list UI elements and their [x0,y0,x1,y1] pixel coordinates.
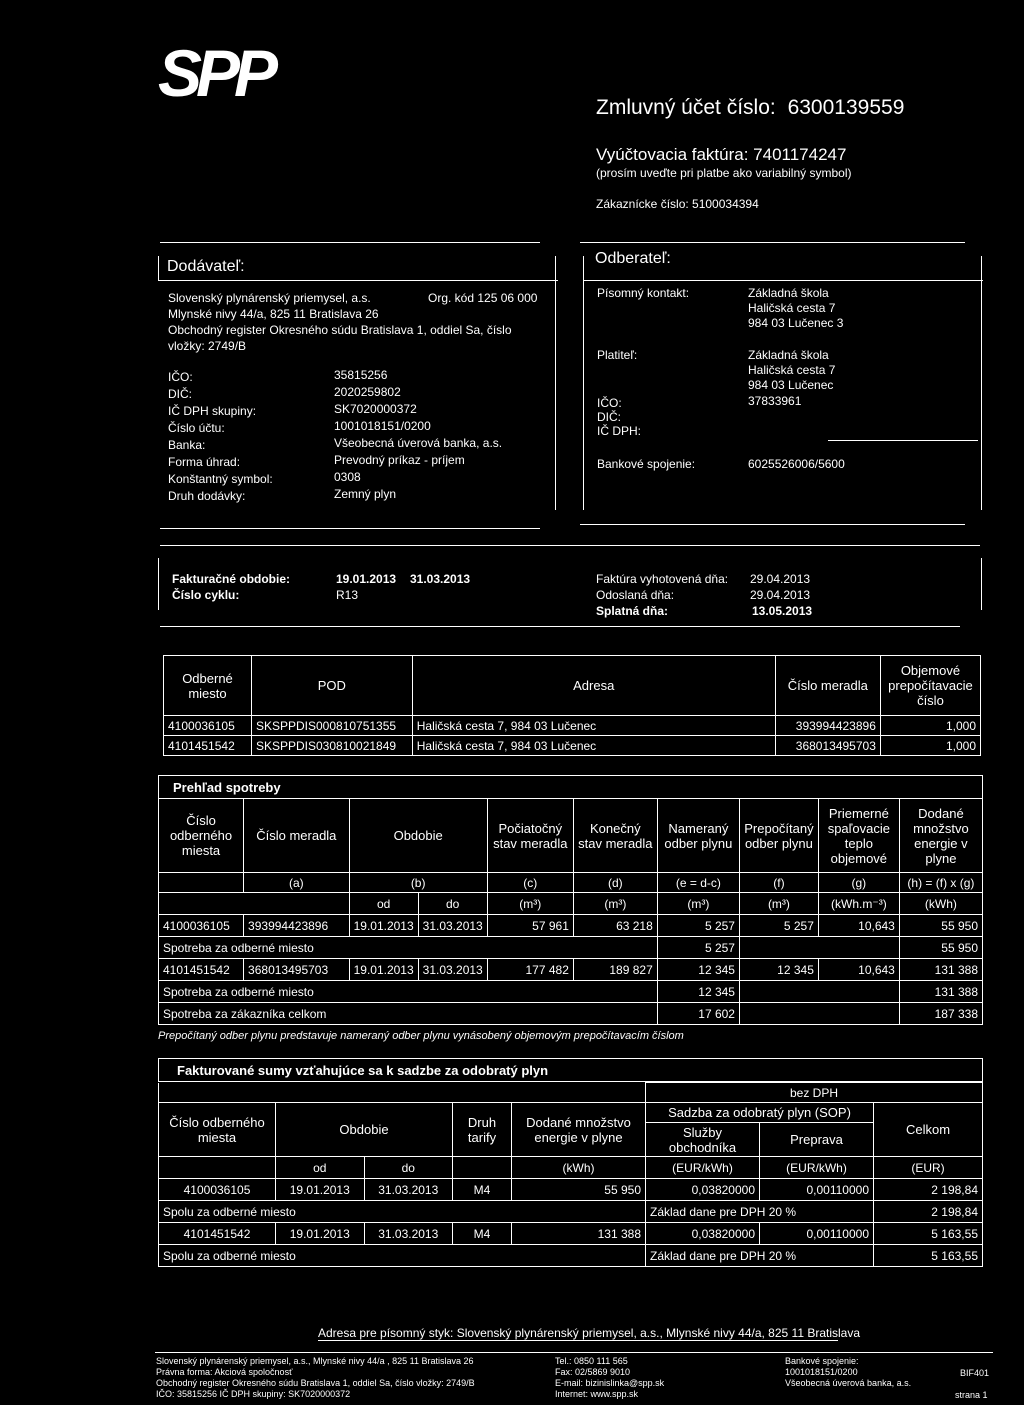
table-cell [159,873,244,893]
table-cell: 189 827 [573,959,657,981]
table-cell: (EUR) [874,1157,983,1179]
divider [580,242,965,243]
column-header: Prepočítaný odber plynu [739,799,818,873]
field-value: 35815256 [334,368,388,382]
footer-line: IČO: 35815256 IČ DPH skupiny: SK7020000372 [156,1389,351,1399]
column-header: Druh tarify [453,1103,512,1157]
column-header: Celkom [874,1103,983,1157]
table-cell: 5 163,55 [874,1245,983,1267]
column-header: Adresa [412,656,775,716]
field-label: IČO: [168,370,193,384]
table-cell: 31.03.2013 [418,915,487,937]
table-cell: 12 345 [657,959,739,981]
footer-line: Právna forma: Akciová spoločnosť [156,1367,293,1377]
payer-line: Haličská cesta 7 [748,363,836,377]
divider [580,524,965,525]
footer-line: Slovenský plynárenský priemysel, a.s., Mlynské nivy 44/a , 825 11 Bratislava 26 [156,1356,474,1366]
table-cell: (EUR/kWh) [760,1157,874,1179]
form-code: BIF401 [960,1368,990,1378]
field-value: Prevodný príkaz - príjem [334,453,465,467]
divider [160,242,540,243]
table-cell: 0,00110000 [760,1179,874,1201]
page-number: strana 1 [955,1390,988,1400]
supplier-fields [168,368,503,504]
column-header: Priemerné spaľovacie teplo objemové [818,799,899,873]
table-cell [159,1083,646,1103]
table-cell: od [349,893,418,915]
footer-company [156,1356,475,1400]
field-value: Všeobecná úverová banka, a.s. [334,436,503,450]
column-header: Obdobie [349,799,487,873]
table-cell: 12 345 [739,959,818,981]
field-label: Druh dodávky: [168,489,246,503]
column-header: Služby obchodníka [646,1123,760,1157]
field-value: 2020259802 [334,385,401,399]
table-cell: (b) [349,873,487,893]
table-cell: 1,000 [880,716,980,736]
unit-row [159,893,983,915]
divider [155,1352,993,1353]
table-row [164,736,981,756]
field-label: IČ DPH skupiny: [168,404,257,418]
dic-label: DIČ: [597,410,621,424]
column-header: Číslo meradla [244,799,350,873]
payer-label: Platiteľ: [597,348,638,362]
table-cell: SKSPPDIS000810751355 [251,716,412,736]
table-cell: (c) [487,873,573,893]
subtotal-label: Spotreba za odberné miesto [159,937,658,959]
footer-line: Obchodný register Okresného súdu Bratislava 1, oddiel Sa, číslo vložky: 2749/B [156,1378,475,1388]
supplier-field [168,402,417,419]
table-header-row [159,799,983,873]
customer-number: Zákaznícke číslo: 5100034394 [596,197,759,211]
table-cell: 31.03.2013 [418,959,487,981]
column-header: Konečný stav meradla [573,799,657,873]
footer-line: Bankové spojenie: [785,1356,859,1366]
table-cell: 5 257 [657,937,739,959]
field-value: 1001018151/0200 [334,419,431,433]
table-row [164,716,981,736]
table-cell: 131 388 [899,981,982,1003]
column-header: POD [251,656,412,716]
divider [158,558,159,610]
footer-phone: Tel.: 0850 111 565 [555,1356,628,1366]
bez-dph-header: bez DPH [646,1083,983,1103]
tax-base-label: Základ dane pre DPH 20 % [646,1201,874,1223]
table-cell: (g) [818,873,899,893]
table-cell: (EUR/kWh) [646,1157,760,1179]
table-cell: 368013495703 [775,736,880,756]
logo-text: SPP [158,36,273,110]
table-cell: 4100036105 [164,716,252,736]
column-header: Číslo odberného miesta [159,799,244,873]
subtotal-label: Spolu za odberné miesto [159,1201,646,1223]
column-header: Počiatočný stav meradla [487,799,573,873]
supplier-address: Mlynské nivy 44/a, 825 11 Bratislava 26 [168,307,379,321]
table-cell: 31.03.2013 [364,1179,453,1201]
divider [981,558,982,610]
footer-fax: Fax: 02/5869 9010 [555,1367,631,1377]
divider [160,626,960,627]
column-header: Nameraný odber plynu [657,799,739,873]
supplier-field [168,453,465,470]
cycle-value: R13 [336,588,359,602]
field-label: Konštantný symbol: [168,472,273,486]
subtotal-row [159,937,983,959]
table-cell [453,1157,512,1179]
table-cell: 2 198,84 [874,1201,983,1223]
table-cell: 19.01.2013 [349,915,418,937]
footer-bank [785,1356,911,1389]
sent-value: 29.04.2013 [750,588,811,602]
supplier-field [168,385,401,402]
column-header: Odberné miesto [164,656,252,716]
icdph-label: IČ DPH: [597,424,642,438]
table-cell [159,893,350,915]
invoice-note: (prosím uveďte pri platbe ako variabilný symbol) [596,166,852,180]
footer-contacts [555,1356,664,1400]
table-cell: 10,643 [818,915,899,937]
consumption-note: Prepočítaný odber plynu predstavuje nameraný odber plynu vynásobený objemovým prepočítavacím číslom [158,1030,684,1042]
table-cell: 131 388 [512,1223,646,1245]
field-value: 0308 [334,470,361,484]
table-cell: 1,000 [880,736,980,756]
contact-line: 984 03 Lučenec 3 [748,316,844,330]
divider [828,440,978,441]
supplier-field [168,470,361,487]
consumption-title-bar [158,775,983,799]
table-cell: 5 257 [657,915,739,937]
table-cell: 5 163,55 [874,1223,983,1245]
billing-period-to: 31.03.2013 [410,572,471,586]
footer-address: Adresa pre písomný styk: Slovenský plynárenský priemysel, a.s., Mlynské nivy 44/a, 825 11 Bratislava [318,1326,861,1340]
table-cell: 5 257 [739,915,818,937]
table-cell [159,1157,276,1179]
table-cell: 55 950 [899,937,982,959]
table-cell: (kWh) [512,1157,646,1179]
table-cell: 4101451542 [159,1223,276,1245]
supplier-field [168,368,388,385]
table-header-row [159,1103,983,1123]
billed-table [158,1082,983,1267]
table-cell: (e = d-c) [657,873,739,893]
subtotal-row [159,1201,983,1223]
table-cell: Haličská cesta 7, 984 03 Lučenec [412,716,775,736]
table-cell: 393994423896 [244,915,350,937]
table-cell: 19.01.2013 [349,959,418,981]
ico-label: IČO: [597,396,622,410]
supplier-field [168,487,397,504]
table-cell [739,937,899,959]
column-header: Sadzba za odobratý plyn (SOP) [646,1103,874,1123]
table-cell: (h) = (f) x (g) [899,873,982,893]
table-cell: (m³) [573,893,657,915]
table-cell: 4101451542 [164,736,252,756]
divider [583,256,584,510]
table-cell: 393994423896 [775,716,880,736]
table-cell: Haličská cesta 7, 984 03 Lučenec [412,736,775,756]
table-cell: 55 950 [512,1179,646,1201]
table-header-row [159,1083,983,1103]
contract-account [596,96,904,120]
contract-number: 6300139559 [787,96,905,119]
table-cell: do [364,1157,453,1179]
cycle-label: Číslo cyklu: [172,588,240,602]
footer-web: Internet: www.spp.sk [555,1389,639,1399]
divider [583,280,983,281]
total-label: Spotreba za zákazníka celkom [159,1003,658,1025]
supplier-field [168,419,431,436]
supplier-register: Obchodný register Okresného súdu Bratislava 1, oddiel Sa, číslo [168,323,512,337]
billing-period-label: Fakturačné obdobie: [172,572,291,586]
issued-value: 29.04.2013 [750,572,811,586]
table-cell: 63 218 [573,915,657,937]
table-row [159,915,983,937]
contact-line: Základná škola [748,286,829,300]
points-table [163,655,981,756]
due-label: Splatná dňa: [596,604,669,618]
contact-label: Písomný kontakt: [597,286,690,300]
due-value: 13.05.2013 [752,604,813,618]
table-cell: 55 950 [899,915,982,937]
divider [158,280,558,281]
field-label: Forma úhrad: [168,455,241,469]
table-cell: 2 198,84 [874,1179,983,1201]
divider [318,1340,838,1341]
spp-logo [158,36,273,110]
divider [160,528,540,529]
table-cell: (a) [244,873,350,893]
table-cell: SKSPPDIS030810021849 [251,736,412,756]
table-cell: 187 338 [899,1003,982,1025]
subtotal-label: Spotreba za odberné miesto [159,981,658,1003]
divider [158,256,159,280]
billed-title: Fakturované sumy vzťahujúce sa k sadzbe za odobratý plyn [177,1063,549,1078]
table-cell: 0,03820000 [646,1223,760,1245]
column-header: Preprava [760,1123,874,1157]
invoice-number: Vyúčtovacia faktúra: 7401174247 [596,145,847,164]
table-cell: 131 388 [899,959,982,981]
table-cell: (d) [573,873,657,893]
supplier-register: vložky: 2749/B [168,339,247,353]
footer-line: Všeobecná úverová banka, a.s. [785,1378,912,1388]
table-row [159,1223,983,1245]
billed-title-bar [158,1058,983,1082]
supplier-field [168,436,503,453]
footer-email: E-mail: bizinislinka@spp.sk [555,1378,665,1388]
field-value: SK7020000372 [334,402,417,416]
table-cell: 368013495703 [244,959,350,981]
payer-line: Základná škola [748,348,829,362]
bank-value: 6025526006/5600 [748,457,845,471]
total-row [159,1003,983,1025]
table-cell: 0,00110000 [760,1223,874,1245]
field-label: Banka: [168,438,206,452]
table-cell [739,981,899,1003]
payer-line: 984 03 Lučenec [748,378,834,392]
table-cell: 0,03820000 [646,1179,760,1201]
subtotal-label: Spolu za odberné miesto [159,1245,646,1267]
table-cell: 10,643 [818,959,899,981]
table-row [159,1179,983,1201]
column-header: Obdobie [276,1103,453,1157]
contact-line: Haličská cesta 7 [748,301,836,315]
divider [981,256,982,510]
table-cell: (kWh.m⁻³) [818,893,899,915]
table-cell: 19.01.2013 [276,1179,365,1201]
tax-base-label: Základ dane pre DPH 20 % [646,1245,874,1267]
ico-value: 37833961 [748,394,802,408]
table-cell: 57 961 [487,915,573,937]
table-header-row [164,656,981,716]
column-header: Dodané množstvo energie v plyne [899,799,982,873]
subtotal-row [159,981,983,1003]
divider [160,545,980,546]
table-cell: (kWh) [899,893,982,915]
letter-row [159,873,983,893]
table-cell: 4100036105 [159,1179,276,1201]
billing-period-from: 19.01.2013 [336,572,397,586]
footer-line: 1001018151/0200 [785,1367,858,1377]
table-cell: 12 345 [657,981,739,1003]
bank-label: Bankové spojenie: [597,457,696,471]
table-cell: 17 602 [657,1003,739,1025]
table-row [159,959,983,981]
field-label: Číslo účtu: [168,421,225,435]
table-cell: M4 [453,1179,512,1201]
table-cell: do [418,893,487,915]
supplier-org-code: Org. kód 125 06 000 [428,291,538,305]
table-cell: (m³) [657,893,739,915]
table-cell: (f) [739,873,818,893]
consumption-table [158,798,983,1025]
field-label: DIČ: [168,387,192,401]
column-header: Číslo odberného miesta [159,1103,276,1157]
field-value: Zemný plyn [334,487,397,501]
consumption-title: Prehľad spotreby [173,780,281,795]
column-header: Objemové prepočítavacie číslo [880,656,980,716]
table-cell: 177 482 [487,959,573,981]
table-cell: M4 [453,1223,512,1245]
column-header: Číslo meradla [775,656,880,716]
contract-label: Zmluvný účet číslo: [596,96,776,119]
table-cell: (m³) [487,893,573,915]
customer-heading: Odberateľ: [595,250,671,267]
table-cell: 19.01.2013 [276,1223,365,1245]
subtotal-row [159,1245,983,1267]
supplier-name: Slovenský plynárenský priemysel, a.s. [168,291,371,305]
table-cell: 4101451542 [159,959,244,981]
table-cell: 31.03.2013 [364,1223,453,1245]
unit-row [159,1157,983,1179]
divider [555,256,556,510]
table-cell [739,1003,899,1025]
table-cell: od [276,1157,365,1179]
sent-label: Odoslaná dňa: [596,588,675,602]
supplier-heading: Dodávateľ: [167,258,245,275]
table-cell: 4100036105 [159,915,244,937]
issued-label: Faktúra vyhotovená dňa: [596,572,729,586]
table-cell: (m³) [739,893,818,915]
column-header: Dodané množstvo energie v plyne [512,1103,646,1157]
